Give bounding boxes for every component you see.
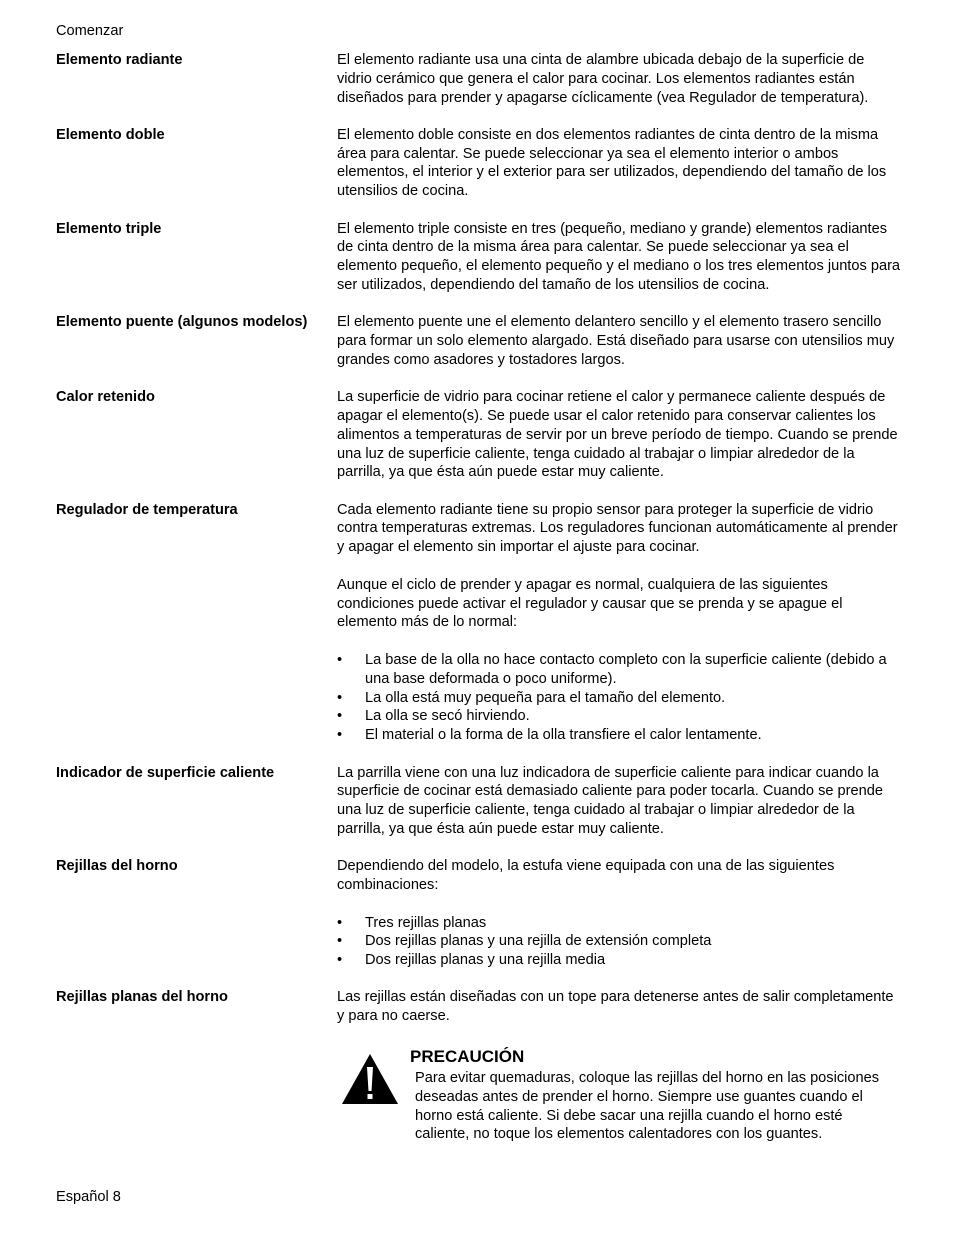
bullet-icon: •: [337, 689, 343, 706]
term-label: Elemento triple: [56, 220, 162, 237]
list-item: [337, 932, 902, 951]
description: [337, 764, 902, 839]
caution-box: [337, 1046, 902, 1166]
description-paragraph: Dependiendo del modelo, la estufa viene equipada con una de las siguientes combinaciones:: [337, 858, 835, 893]
term-label: Calor retenido: [56, 389, 155, 406]
section-indicador-superficie-caliente: [56, 764, 902, 839]
section-calor-retenido: [56, 388, 902, 482]
bullet-icon: •: [337, 727, 343, 744]
list-item: [337, 651, 902, 689]
term-label: Elemento doble: [56, 126, 165, 143]
description-paragraph: La parrilla viene con una luz indicadora de superficie caliente para indicar cuando la superficie de cocinar está demasiado caliente para poder tocarla. Cuando se prende una luz de superficie caliente, tenga cuidado al trabajar o limpiar alrededor de la parrilla, ya que ésta aún puede estar muy caliente.: [337, 764, 883, 837]
description: [337, 388, 902, 482]
section-elemento-doble: [56, 126, 902, 201]
section-elemento-radiante: [56, 51, 902, 107]
bullet-icon: •: [337, 952, 343, 969]
term-label: Rejillas del horno: [56, 858, 178, 875]
description: [337, 501, 902, 745]
section-elemento-puente: [56, 313, 902, 369]
description: [337, 857, 902, 970]
term-label: Regulador de temperatura: [56, 501, 238, 518]
list-item-text: La olla se secó hirviendo.: [365, 708, 530, 725]
list-item: [337, 914, 902, 933]
bullet-icon: •: [337, 914, 343, 931]
description: [337, 988, 902, 1026]
term-label: Rejillas planas del horno: [56, 989, 228, 1006]
description-paragraph: Las rejillas están diseñadas con un tope para detenerse antes de salir completamente y para no caerse.: [337, 989, 894, 1025]
list-item: [337, 689, 902, 708]
list-item: [337, 951, 902, 970]
section-regulador-de-temperatura: [56, 501, 902, 745]
term-label: Indicador de superficie caliente: [56, 764, 275, 781]
bullet-icon: •: [337, 933, 343, 950]
section-rejillas-planas: [56, 988, 902, 1026]
bullet-list: [337, 651, 902, 745]
section-elemento-triple: [56, 220, 902, 295]
warning-triangle-icon: [341, 1053, 399, 1105]
bullet-icon: •: [337, 708, 343, 725]
bullet-list: [337, 914, 902, 970]
caution-title: PRECAUCIÓN: [410, 1047, 525, 1066]
section-rejillas-del-horno: [56, 857, 902, 970]
list-item: [337, 707, 902, 726]
description-paragraph: Cada elemento radiante tiene su propio sensor para proteger la superficie de vidrio contra temperaturas extremas. Los reguladores funcionan automáticamente al prender y apagar el elemento sin importar el ajuste para cocinar.: [337, 501, 898, 556]
list-item-text: Tres rejillas planas: [365, 914, 487, 931]
list-item-text: Dos rejillas planas y una rejilla media: [365, 952, 606, 969]
description: [337, 51, 902, 107]
description-paragraph: El elemento radiante usa una cinta de alambre ubicada debajo de la superficie de vidrio cerámico que genera el calor para cocinar. Los elementos radiantes están diseñados para prender y apagarse cíclicamente (vea Regulador de temperatura).: [337, 52, 869, 106]
list-item-text: La base de la olla no hace contacto completo con la superficie caliente (debido a una base deformada o poco uniforme).: [365, 652, 887, 687]
description-paragraph: El elemento triple consiste en tres (pequeño, mediano y grande) elementos radiantes de cinta dentro de la misma área para calentar. Se puede seleccionar ya sea el elemento pequeño, el elemento pequeño y el mediano o los tres elementos juntos para ser utilizados, dependiendo del tamaño de los utensilios de cocina.: [337, 220, 901, 293]
description-paragraph: El elemento doble consiste en dos elementos radiantes de cinta dentro de la misma área para calentar. Se puede seleccionar ya sea el elemento interior o ambos elementos, el interior y el exterior para ser utilizados, dependiendo del tamaño de los utensilios de cocina.: [337, 126, 887, 200]
list-item-text: La olla está muy pequeña para el tamaño del elemento.: [365, 689, 726, 706]
bullet-icon: •: [337, 652, 343, 669]
definitions-list: [56, 51, 902, 1045]
term-label: Elemento radiante: [56, 52, 183, 68]
caution-text: Para evitar quemaduras, coloque las rejillas del horno en las posiciones deseadas antes de prender el horno. Siempre use guantes cuando el horno está caliente. Si debe sacar una rejilla cuando el horno esté caliente, no toque los elementos calentadores con los guantes.: [415, 1070, 880, 1143]
description-paragraph: La superficie de vidrio para cocinar retiene el calor y permanece caliente después de apagar el elemento(s). Se puede usar el calor retenido para conservar calientes los alimentos a temperaturas de servir por un breve período de tiempo. Cuando se prende una luz de superficie caliente, tenga cuidado al trabajar o limpiar alrededor de la parrilla, ya que ésta aún puede estar muy caliente.: [337, 389, 898, 481]
description-paragraph: Aunque el ciclo de prender y apagar es normal, cualquiera de las siguientes condiciones puede activar el regulador y causar que se prenda y se apague el elemento más de lo normal:: [337, 576, 843, 631]
list-item-text: Dos rejillas planas y una rejilla de extensión completa: [365, 933, 712, 950]
list-item-text: El material o la forma de la olla transfiere el calor lentamente.: [365, 727, 762, 744]
description-paragraph: El elemento puente une el elemento delantero sencillo y el elemento trasero sencillo para formar un solo elemento alargado. Está diseñado para usarse con utensilios muy grandes como asadores y tostadores largos.: [337, 314, 895, 368]
term-label: Elemento puente (algunos modelos): [56, 314, 308, 331]
description: [337, 220, 902, 295]
list-item: [337, 726, 902, 745]
description: [337, 313, 902, 369]
page-header: Comenzar: [56, 23, 124, 39]
page-footer: Español 8: [56, 1189, 121, 1205]
description: [337, 126, 902, 201]
